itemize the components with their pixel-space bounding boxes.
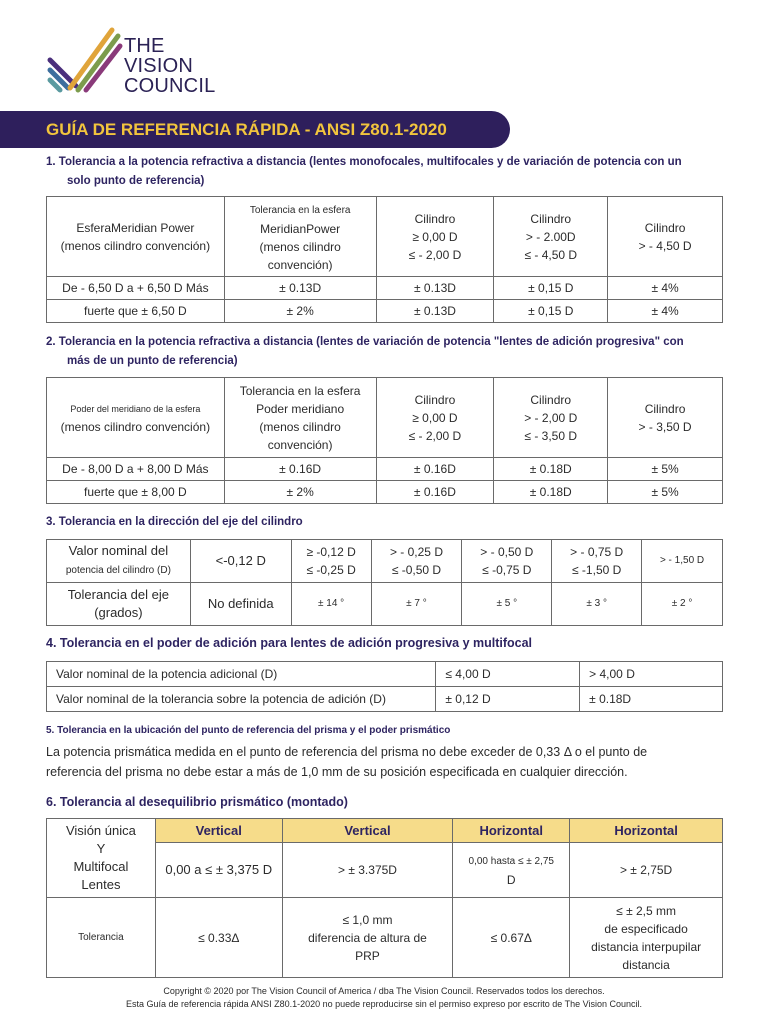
section-1-title-line2: solo punto de referencia) [67, 175, 205, 187]
table-cell [462, 540, 552, 583]
table-cell: 0,00 a ≤ ± 3,375 D [155, 843, 282, 898]
t6-row-label [47, 819, 156, 898]
table-row [47, 458, 723, 481]
table-cell: ≤ 0.33Δ [155, 898, 282, 978]
table-row [47, 277, 723, 300]
t2-h3 [376, 378, 494, 458]
table-6-header-row [47, 819, 723, 843]
table-6 [46, 818, 723, 978]
table-cell: ± 0.18D [494, 458, 608, 481]
t2-h2-line3: (menos cilindro convención) [259, 419, 341, 452]
t3-r1-label [47, 540, 191, 583]
table-cell: ≤ 4,00 D [436, 662, 580, 687]
t1-h2 [224, 197, 376, 277]
table-row [47, 687, 723, 712]
vision-council-logo [46, 24, 226, 98]
t6-t2-line2: diferencia de altura de [308, 930, 427, 945]
t1-h4-line1: Cilindro [530, 211, 572, 226]
t3-c5-line1: > - 0,75 D [570, 545, 624, 559]
t6-header-horizontal-2: Horizontal [570, 819, 723, 843]
t1-h1-line2: (menos cilindro convención) [60, 238, 211, 253]
table-cell: ≤ 0.67Δ [453, 898, 570, 978]
t2-h3-line1: Cilindro [414, 392, 456, 407]
t3-r1-label-line2: potencia del cilindro (D) [65, 565, 171, 576]
table-cell: fuerte que ± 6,50 D [47, 300, 225, 323]
section-3-title: 3. Tolerancia en la dirección del eje del cilindro [46, 516, 303, 528]
t1-h3-line1: Cilindro [414, 211, 456, 226]
table-1-header-row [47, 197, 723, 277]
logo-line-the: THE [124, 35, 165, 57]
t2-h3-line2: ≥ 0,00 D [412, 410, 458, 425]
table-cell: ± 0.13D [376, 277, 494, 300]
table-cell: > ± 3.375D [282, 843, 453, 898]
table-row [47, 898, 723, 978]
t2-h4 [494, 378, 608, 458]
t2-h2 [224, 378, 376, 458]
t3-r2-label-line2: (grados) [94, 605, 143, 620]
table-cell: ± 4% [608, 277, 723, 300]
logo-line-council: COUNCIL [124, 75, 216, 97]
table-cell [371, 540, 462, 583]
t2-h5 [608, 378, 723, 458]
t3-c3-line2: ≤ -0,50 D [391, 563, 442, 577]
table-cell [570, 898, 723, 978]
table-cell [453, 843, 570, 898]
table-cell: ± 7 ° [371, 583, 462, 626]
t6-t4-line3: distancia interpupilar [591, 939, 702, 954]
table-cell: ± 14 ° [291, 583, 371, 626]
logo-stripes-icon [46, 24, 124, 98]
t6-v3-line2: D [506, 873, 516, 887]
t6-t4-line2: de especificado [604, 921, 688, 936]
table-cell: Valor nominal de la tolerancia sobre la potencia de adición (D) [47, 687, 436, 712]
table-cell: ± 2% [224, 300, 376, 323]
table-cell: ± 0,15 D [494, 300, 608, 323]
table-cell: ± 0,12 D [436, 687, 580, 712]
table-cell: ± 0,15 D [494, 277, 608, 300]
section-1-title-line1: 1. Tolerancia a la potencia refractiva a distancia (lentes monofocales, multifocales y de variación de potencia con un [46, 156, 682, 168]
table-2 [46, 377, 723, 504]
t3-r2-label [47, 583, 191, 626]
table-cell: > 4,00 D [580, 662, 723, 687]
table-cell: fuerte que ± 8,00 D [47, 481, 225, 504]
t1-h5-line1: Cilindro [644, 220, 686, 235]
table-cell: > ± 2,75D [570, 843, 723, 898]
table-row [47, 481, 723, 504]
t1-h4-line2: > - 2.00D [525, 229, 576, 244]
table-cell: ± 2% [224, 481, 376, 504]
t2-h5-line2: > - 3,50 D [638, 419, 692, 434]
t6-t2-line1: ≤ 1,0 mm [342, 912, 393, 927]
table-row [47, 583, 723, 626]
logo-wordmark [124, 36, 215, 96]
section-2-title-line2: más de un punto de referencia) [67, 355, 238, 367]
t2-h4-line1: Cilindro [530, 392, 572, 407]
table-row [47, 662, 723, 687]
t3-r2-label-line1: Tolerancia del eje [67, 587, 169, 602]
table-cell [282, 898, 453, 978]
t3-c4-line2: ≤ -0,75 D [482, 563, 532, 577]
table-cell: ± 4% [608, 300, 723, 323]
t2-h4-line2: > - 2,00 D [524, 410, 578, 425]
t6-t2-line3: PRP [355, 948, 380, 963]
t6-t4-line4: distancia [622, 957, 670, 972]
t1-h1 [47, 197, 225, 277]
table-cell: ± 0.18D [494, 481, 608, 504]
t2-h2-line2: Poder meridiano [256, 401, 345, 416]
t2-h1 [47, 378, 225, 458]
t2-h1-line2: (menos cilindro convención) [60, 420, 211, 434]
t1-h5 [608, 197, 723, 277]
t1-h4 [494, 197, 608, 277]
t3-c4-line1: > - 0,50 D [480, 545, 534, 559]
t6-t4-line1: ≤ ± 2,5 mm [616, 903, 677, 918]
table-cell: ± 5% [608, 481, 723, 504]
t6-tolerance-label: Tolerancia [47, 898, 156, 978]
table-cell: Valor nominal de la potencia adicional (D) [47, 662, 436, 687]
t1-h3-line2: ≥ 0,00 D [412, 229, 458, 244]
t1-h2-line2: MeridianPower [260, 221, 341, 236]
table-cell: ± 0.16D [224, 458, 376, 481]
t1-h4-line3: ≤ - 4,50 D [524, 247, 578, 262]
t6-label-line1: Visión única [65, 823, 136, 838]
logo-line-vision: VISION [124, 55, 193, 77]
table-cell: > - 1,50 D [642, 540, 723, 583]
table-cell: ± 0.18D [580, 687, 723, 712]
t1-h2-line1: Tolerancia en la esfera [249, 204, 351, 216]
table-4 [46, 661, 723, 712]
table-cell: ± 5 ° [462, 583, 552, 626]
table-1 [46, 196, 723, 323]
t3-c2-line2: ≤ -0,25 D [306, 563, 356, 577]
title-banner [0, 111, 510, 148]
table-cell: De - 8,00 D a + 8,00 D Más [47, 458, 225, 481]
table-3 [46, 539, 723, 626]
t2-h1-line1: Poder del meridiano de la esfera [70, 404, 201, 414]
t6-v3-line1: 0,00 hasta ≤ ± 2,75 [468, 856, 554, 867]
t6-label-line2: Y [96, 841, 106, 856]
t1-h3 [376, 197, 494, 277]
t1-h3-line3: ≤ - 2,00 D [408, 247, 462, 262]
table-cell: ± 0.16D [376, 481, 494, 504]
table-cell [552, 540, 642, 583]
table-row [47, 540, 723, 583]
section-4-title: 4. Tolerancia en el poder de adición para lentes de adición progresiva y multifocal [46, 636, 533, 650]
t2-h5-line1: Cilindro [644, 401, 686, 416]
t3-c3-line1: > - 0,25 D [389, 545, 443, 559]
t2-h3-line3: ≤ - 2,00 D [408, 428, 462, 443]
section-5-paragraph: La potencia prismática medida en el punto de referencia del prisma no debe exceder de 0,33 Δ o el punto de referencia del prisma no debe estar a más de 1,0 mm de su posición especificada en cualquier dirección. [46, 745, 648, 779]
t6-label-line4: Lentes [81, 877, 121, 892]
t3-c5-line2: ≤ -1,50 D [572, 563, 622, 577]
table-cell: ± 2 ° [642, 583, 723, 626]
t3-c2-line1: ≥ -0,12 D [306, 545, 356, 559]
footer-notice: Esta Guía de referencia rápida ANSI Z80.1-2020 no puede reproducirse sin el permiso expreso por escrito de The Vision Council. [126, 999, 642, 1009]
t6-label-line3: Multifocal [73, 859, 129, 874]
table-cell: No definida [190, 583, 291, 626]
t1-h5-line2: > - 4,50 D [638, 238, 692, 253]
section-2-title [46, 333, 726, 371]
section-6-title: 6. Tolerancia al desequilibrio prismático (montado) [46, 795, 348, 809]
t2-h4-line3: ≤ - 3,50 D [524, 428, 578, 443]
table-cell: De - 6,50 D a + 6,50 D Más [47, 277, 225, 300]
page-title: GUÍA DE REFERENCIA RÁPIDA - ANSI Z80.1-2020 [46, 120, 447, 139]
table-cell: ± 5% [608, 458, 723, 481]
t1-h1-line1: EsferaMeridian Power [76, 220, 195, 235]
table-cell: ± 3 ° [552, 583, 642, 626]
footer-copyright: Copyright © 2020 por The Vision Council of America / dba The Vision Council. Reservados todos los derechos. [163, 986, 605, 996]
t1-h2-line3: (menos cilindro convención) [259, 239, 341, 272]
table-cell: <-0,12 D [190, 540, 291, 583]
table-cell: ± 0.13D [224, 277, 376, 300]
t2-h2-line1: Tolerancia en la esfera [239, 383, 361, 398]
table-cell [291, 540, 371, 583]
t3-r1-label-line1: Valor nominal del [68, 543, 169, 558]
table-row [47, 300, 723, 323]
table-cell: ± 0.13D [376, 300, 494, 323]
section-2-title-line1: 2. Tolerancia en la potencia refractiva a distancia (lentes de variación de potencia "lentes de adición progresiva" con [46, 336, 684, 348]
section-1-title [46, 153, 726, 191]
table-2-header-row [47, 378, 723, 458]
t6-header-horizontal-1: Horizontal [453, 819, 570, 843]
t6-header-vertical-2: Vertical [282, 819, 453, 843]
t6-header-vertical-1: Vertical [155, 819, 282, 843]
section-5-title: 5. Tolerancia en la ubicación del punto de referencia del prisma y el poder prismático [46, 725, 451, 736]
table-cell: ± 0.16D [376, 458, 494, 481]
